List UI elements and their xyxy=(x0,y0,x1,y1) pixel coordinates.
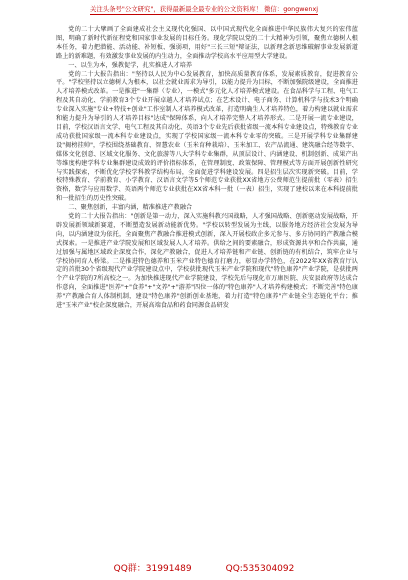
section-heading-1: 一、以生为本，强教促学，扎实推进人才培养 xyxy=(68,61,193,69)
footer-qq-group: QQ群：31991489 xyxy=(113,564,192,574)
paragraph-section-1: 党的二十大报告指出："坚持以人民为中心发展教育，加快高质量教育体系，发展素质教育，促进教育公平。"学校坚持以立德树人为根本，以社会就业需求为导引，以能力提升为目标，不断加强院级建设，全面推进人才培养模式改革。一是推进"一集群（专业），一模式"多元化人才培养模式建设。在食品科学与工程、电气工程及其自动化、学前教育3个专业开展卓越人才培养试点；在艺术设计、电子商务、计算机科学与技术3个明确专业深入实施"专业+特技+创业"工作室制人才培养模式改革，打造明确生人才培养特色，着力构建以就业需求和能力提升为导引的人才培养目标"达成"保障体系，向人才培养完整人才培养形式。二是开展一流专业建设，目前，学校汉语言文学、电气工程及其自动化、英语3个专业先后获批省级一流本科专业建设点，特殊教育专业成功获批国家级一流本科专业建设点，实现了学校国家级一流本科专业零的突破。三是开展学科专业集群建设"揭榜挂帅"，学校围绕基础教育、智慧农业（玉米育种栽培）、玉米加工、农产品流通、建筑融合经等数字、媒体文化创意、区域文化服务、文化旅游等八大学科专业集群，从顶层设计、内涵建设、机制创新、成果产出等维度构建学科专业集群建设成效的评价指标体系，在管理制度、政策保障、管理模式等方面开展创新性研究与实践探索，不断优化学校学科教学结构布局，全面促进学科建设发展。四是招生层次实现新突破。目前，学校特殊教育、学前教育、小学教育、汉语言文学等5个师范专业获批XX省地方公费师范生提前批（零表）招生资格，数学与应用数学、英语两个师范专业获批在XX省本科一批（一表）招生，实现了建校以来在本科提前批和一批招生的历史性突破。 xyxy=(56,70,358,203)
paragraph-section-2: 党的二十大报告指出："创新是第一动力，深入实施科教兴国战略，人才强国战略、创新驱动发展战略，开辟发展新领域新赛道，不断塑造发展新动能新优势。"学校以转型发展为主线，以服务地方经济社会发展为导向，以内涵建设为依托，全面聚焦产教融合推进模式创新，深入开展校政企多元参与、多方协同的产教融合模式探索。一是推进产业学院发展和区域发展人人才培养。供给之间的要素融合，形成资源共享和合作共赢，通过加强与属地区域政企深度合作，深化产教融合，促进人才培养链和产业链、创新链的有机结合，筑牢企业与学校协同育人桥梁。二是推进特色德养和玉米产业特色德育打磨力，彰显办学特色，在2022年XX省教育厅认定的首批30个省级现代产业学院建设点中，学校获批现代玉米产业学院和现代"特色康养"产业学院，是获批两个产业学院的7所高校之一。为加快推进现代产业学院建设，学校先后与现化市万康医院、庆安县政府等达成合作意向，全面推进"医养"+"食养"+"文养"+"游养"四位一体的"特色康养"人才培养构建模式；不断完善"特色康养"产教融合育人体制机制，建设"特色康养"创新创业基地，着力打造"特色康养"产业链全生态链化平台；推进"玉米产业"校企深度融合，开展高端食品和药食同源食品研发 xyxy=(56,213,358,310)
paragraph-intro: 党的二十大擘画了全面建成社会主义现代化强国、以中国式现代化全面推进中华民族伟大复兴的宏伟蓝图，明确了新时代新征程党和国家事业发展的目标任务。现化学院以党的二十大精神为引领，聚焦立德树人根本任务，着力把潜能、活动能、补短板、强弱项，用好"三长三短"辩证法，以新理念新思维破解事业发展新道路上的新难题，有效激发事业发展的内生动力，全面推动学校高水平应用型大学建设。 xyxy=(56,26,358,60)
footer-qq: QQ:535304092 xyxy=(225,564,295,574)
page-footer xyxy=(0,561,408,574)
page-header xyxy=(0,4,408,16)
document-body xyxy=(56,26,358,311)
header-notice: 关注头条号"公文研究"，获得最新最全最专业的公文资料库！ 微信：gongwenxj xyxy=(89,5,319,13)
section-heading-2: 二、聚焦创新，丰富内涵，精准推进产教融合 xyxy=(68,204,193,212)
